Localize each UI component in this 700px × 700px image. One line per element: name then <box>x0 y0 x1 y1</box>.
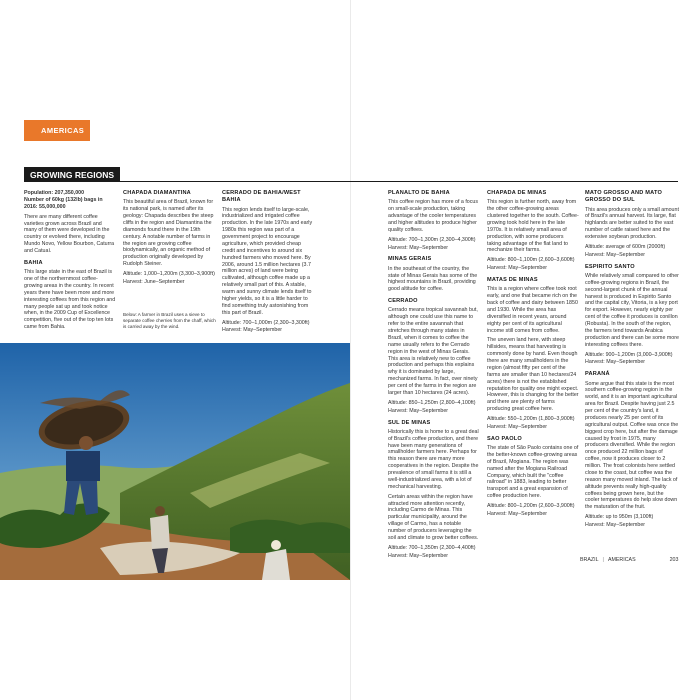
region-heading-cerrado: CERRADO <box>388 298 418 305</box>
bags-stat: Number of 60kg (132lb) bags in 2016: 55,000,000 <box>24 196 103 210</box>
region-text-minas-gerais: In the southeast of the country, the state of Minas Gerais has some of the highest mountains in Brazil, providing good altitude for coffee. <box>388 265 478 293</box>
region-heading-espirito-santo: ESPIRITO SANTO <box>585 263 635 270</box>
region-tab <box>24 120 90 141</box>
column-6 <box>585 190 679 533</box>
column-3 <box>222 190 314 338</box>
region-text-chapada-de-minas: This region is further north, away from the other coffee-growing areas clustered together to the south. Coffee-growing took hold here in the late 1970s. It is relatively small area of production, with some producers taking advantage of the flat land to mechanize their farms. <box>487 199 579 254</box>
region-heading-minas-gerais: MINAS GERAIS <box>388 256 432 263</box>
region-text-espirito-santo: While relatively small compared to other coffee-growing regions in Brazil, the second-largest chunk of the annual harvest is produced in Espirito Santo and the capital city, Vitoria, is a key port for export. However, nearly eighty per cent of the coffee it produces is conillon (Robusta). In the south of the region, the farmers tend towards Arabica production and there can be some more interesting coffees there. <box>585 272 679 348</box>
population-stat: Population: 207,350,000 <box>24 190 85 196</box>
altitude-matas-de-minas: Altitude: 550–1,200m (1,800–3,900ft) <box>487 416 575 423</box>
altitude-mato-grosso: Altitude: average of 600m (2000ft) <box>585 243 666 250</box>
region-text-matas-de-minas-2: The uneven land here, with steep hillsides, means that harvesting is commonly done by hand. Even though there are many smallholders in the region (almost fifty per cent of the farms are smaller than 10 hectares/24 acres) there is not the established reputation for quality one might expect. However, this is changing for the better and there are plenty of farms producing great coffee here. <box>487 337 579 413</box>
region-heading-sul-de-minas: SUL DE MINAS <box>388 419 431 426</box>
photo-caption: Below: A farmer in Brazil uses a sieve to separate coffee cherries from the chaff, which is carried away by the wind. <box>123 312 216 329</box>
region-heading-matas-de-minas: MATAS DE MINAS <box>487 277 538 284</box>
region-text-planalto-de-bahia: This coffee region has more of a focus on small-scale production, taking advantage of the cooler temperatures and higher altitudes to produce higher quality coffees. <box>388 199 478 233</box>
altitude-chapada-diamantina: Altitude: 1,000–1,200m (3,300–3,900ft) <box>123 271 215 278</box>
footer-country: BRAZIL <box>580 557 599 563</box>
footer-separator: | <box>602 557 604 563</box>
region-heading-chapada-de-minas: CHAPADA DE MINAS <box>487 190 547 196</box>
farmer-sieving-photo <box>0 343 350 580</box>
page-footer <box>580 557 678 563</box>
altitude-chapada-de-minas: Altitude: 800–1,100m (2,600–3,600ft) <box>487 257 575 264</box>
column-5 <box>487 190 579 522</box>
intro-paragraph: There are many different coffee varieties grown across Brazil and many of them were developed in the country or evolved there, including Mundo Novo, Yellow Bourbon, Caturra and Catuaí. <box>24 213 115 254</box>
section-rule <box>24 181 678 182</box>
section-header <box>24 167 120 182</box>
region-heading-mato-grosso: MATO GROSSO AND MATO GROSSO DO SUL <box>585 190 663 204</box>
region-text-bahia: This large state in the east of Brazil is one of the northernmost coffee-growing areas in the country. In recent years there have been more and more interesting coffees from this region and many people sat up and took notice when, in the 2009 Cup of Excellence competition, five out of the top ten lots came from Bahia. <box>24 269 116 331</box>
harvest-matas-de-minas: Harvest: May–September <box>487 423 548 430</box>
region-text-sul-de-minas-1: Historically this is home to a great deal of Brazil's coffee production, and there have been many generations of smallholder farmers here. Perhaps for this reason there are many more cooperatives in the region. Despite the prevalence of small farms it is still a well-industrialized area, with a lot of mechanical harvesting. <box>388 428 479 490</box>
harvest-chapada-de-minas: Harvest: May–September <box>487 265 548 272</box>
column-1 <box>24 190 116 334</box>
harvest-cerrado: Harvest: May–September <box>388 407 449 414</box>
region-text-sul-de-minas-2: Certain areas within the region have attracted more attention recently, including Carmo de Minas. This particular municipality, around the village of Carmo, has a notable number of producers leveraging the soil and climate to grow better coffees. <box>388 493 479 541</box>
harvest-chapada-diamantina: Harvest: June–September <box>123 278 185 285</box>
region-tab-label: AMERICAS <box>41 126 85 135</box>
region-text-chapada-diamantina: This beautiful area of Brazil, known for its national park, is named after its geology: Chapada describes the steep cliffs in the region and Diamantina the diamonds found there in the 19th century. A notable number of farms in the region are growing coffee biodynamically, an organic method of production originally developed by Rudolph Steiner. <box>123 199 214 268</box>
column-4 <box>388 190 480 564</box>
harvest-parana: Harvest: May–September <box>585 522 646 529</box>
page-gutter <box>350 0 351 700</box>
harvest-planalto-de-bahia: Harvest: May–September <box>388 244 449 251</box>
section-title: GROWING REGIONS <box>30 169 115 180</box>
altitude-sao-paolo: Altitude: 800–1,200m (2,600–3,900ft) <box>487 503 575 510</box>
region-text-mato-grosso: This area produces only a small amount of Brazil's annual harvest. Its large, flat highlands are better suited to the vast number of cattle raised here and the extensive soybean production. <box>585 206 679 241</box>
footer-region: AMERICAS <box>607 557 636 563</box>
column-2 <box>123 190 215 290</box>
region-text-cerrado: Cerrado means tropical savannah but, although one could use this name to refer to the entire savannah that stretches through many states in Brazil, when it comes to coffee the name usually refers to the Cerrado region in the west of Minas Gerais. This area is relatively new to coffee production and perhaps this explains why it is dominated by large, mechanized farms. In fact, over ninety per cent of the farms in the region are larger than 10 hectares (24 acres). <box>388 307 478 396</box>
region-heading-bahia: BAHIA <box>24 259 43 266</box>
altitude-espirito-santo: Altitude: 900–1,200m (3,000–3,900ft) <box>585 351 673 358</box>
harvest-sul-de-minas: Harvest: May–September <box>388 552 449 559</box>
region-heading-planalto-de-bahia: PLANALTO DE BAHIA <box>388 190 450 196</box>
region-text-parana: Some argue that this state is the most southern coffee-growing region in the world, and it is an important agricultural area for Brazil. Despite having just 2.5 per cent of the country's land, it produces nearly 25 per cent of its agricultural output. Coffee was once the biggest crop here, but after the damage caused by frost in 1975, many producers diversified. While the region once produced 22 million bags of coffee, now it produces closer to 2 million. The frost colonists here settled close to the coast, but coffee was the reason many moved inland. The lack of altitude prevents really high-quality coffees being grown here, but the cooler temperatures do help slow down the maturation of the fruit. <box>585 380 679 511</box>
harvest-sao-paolo: Harvest: May–September <box>487 510 548 517</box>
page-number: 203 <box>669 557 679 563</box>
region-text-matas-de-minas-1: This is a region where coffee took root early, and one that became rich on the back of coffee and dairy between 1850 and 1930. While the area has diversified in recent years, around eighty per cent of its agricultural income still comes from coffee. <box>487 286 578 334</box>
altitude-parana: Altitude: up to 950m (3,100ft) <box>585 514 654 521</box>
region-heading-cerrado-de-bahia: CERRADO DE BAHIA/WEST BAHIA <box>222 190 301 204</box>
harvest-mato-grosso: Harvest: May–September <box>585 251 646 258</box>
region-text-cerrado-de-bahia: This region lends itself to large-scale, industrialized and irrigated coffee production. In the late 1970s and early 1980s this region was part of a government project to encourage agriculture, which provided cheap credit and incentives to around six hundred farmers who moved here. By 2006, around 1.5 million hectares (3.7 million acres) of land were being cultivated, although coffee made up a relatively small part of this. A stable, warm and sunny climate lends itself to higher yields, so it is a little harder to find something truly astonishing from this part of Brazil. <box>222 206 313 316</box>
harvest-cerrado-de-bahia: Harvest: May–September <box>222 327 283 334</box>
altitude-sul-de-minas: Altitude: 700–1,350m (2,300–4,400ft) <box>388 544 476 551</box>
region-heading-parana: PARANÁ <box>585 371 610 378</box>
altitude-cerrado: Altitude: 850–1,250m (2,800–4,100ft) <box>388 399 476 406</box>
region-heading-chapada-diamantina: CHAPADA DIAMANTINA <box>123 190 191 196</box>
altitude-planalto-de-bahia: Altitude: 700–1,300m (2,300–4,300ft) <box>388 236 476 243</box>
harvest-espirito-santo: Harvest: May–September <box>585 359 646 366</box>
region-text-sao-paolo: The state of São Paolo contains one of the better-known coffee-growing areas of Brazil, Mogiana. The region was named after the Mogiana Railroad Company, which built the "coffee railroad" in 1883, leading to better transport and a great expansion of coffee production here. <box>487 445 579 500</box>
altitude-cerrado-de-bahia: Altitude: 700–1,000m (2,300–3,300ft) <box>222 319 310 326</box>
region-heading-sao-paolo: SAO PAOLO <box>487 435 522 442</box>
